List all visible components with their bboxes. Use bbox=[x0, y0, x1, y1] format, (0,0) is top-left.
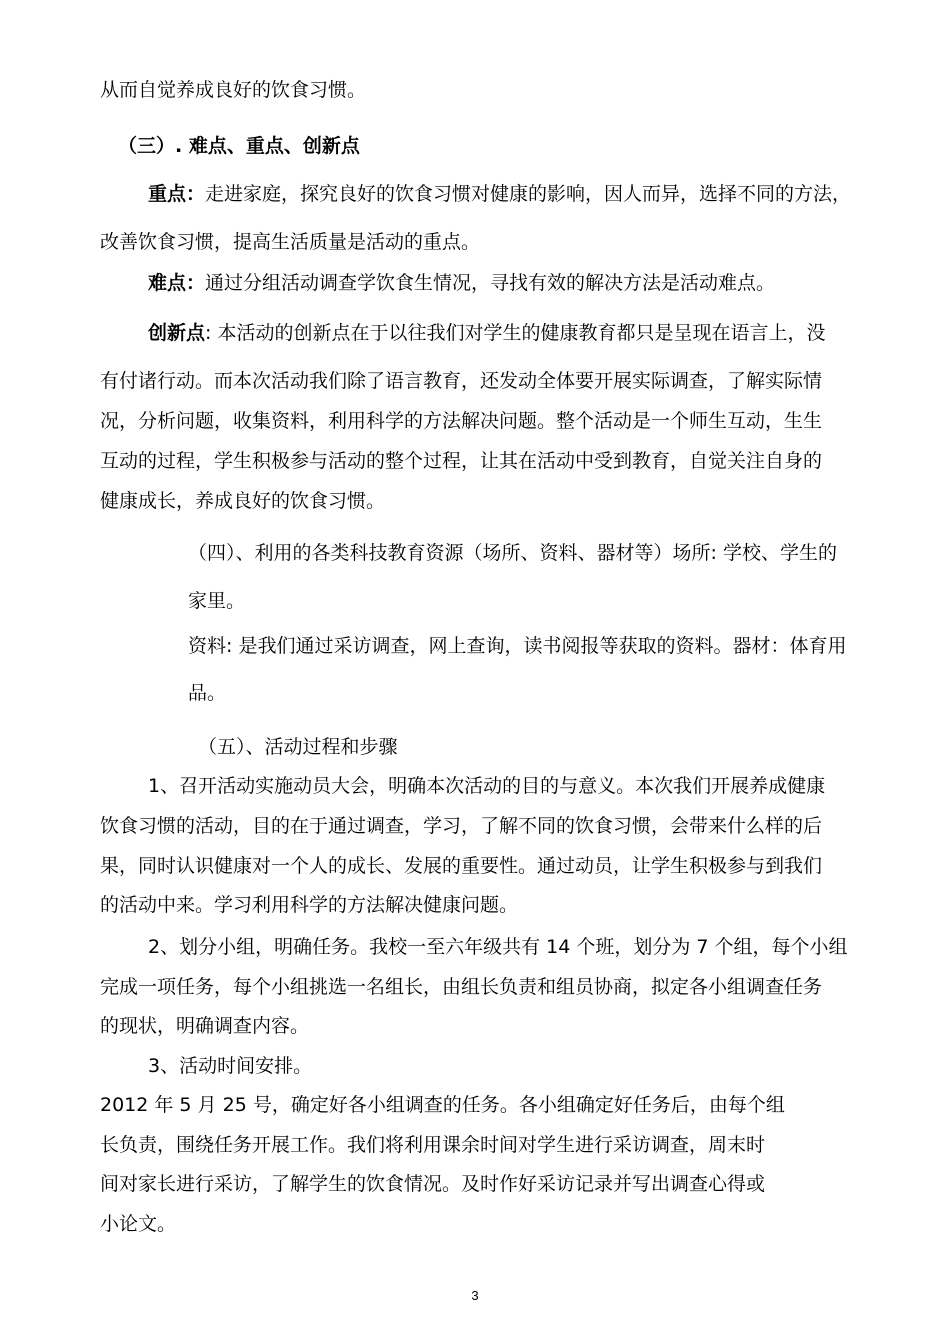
paragraph-line: 长负责，围绕任务开展工作。我们将利用课余时间对学生进行采访调查，周末时 bbox=[100, 1134, 766, 1156]
paragraph-line: 饮食习惯的活动，目的在于通过调查，学习，了解不同的饮食习惯，会带来什么样的后 bbox=[100, 815, 823, 837]
key-point-label: 重点： bbox=[148, 183, 206, 205]
innovation-text: : 本活动的创新点在于以往我们对学生的健康教育都只是呈现在语言上，没 bbox=[205, 322, 826, 344]
paragraph-line: 况，分析问题，收集资料，利用科学的方法解决问题。整个活动是一个师生互动，生生 bbox=[100, 410, 823, 432]
difficulty-text: 通过分组活动调查学饮食生情况，寻找有效的解决方法是活动难点。 bbox=[205, 272, 776, 294]
key-point-text: 走进家庭，探究良好的饮食习惯对健康的影响，因人而异，选择不同的方法， bbox=[205, 183, 852, 205]
paragraph-line: 的现状，明确调查内容。 bbox=[100, 1015, 310, 1037]
paragraph-line: 家里。 bbox=[188, 590, 246, 612]
paragraph-line: 的活动中来。学习利用科学的方法解决健康问题。 bbox=[100, 894, 519, 916]
difficulty-label: 难点： bbox=[148, 272, 206, 294]
paragraph-line: 从而自觉养成良好的饮食习惯。 bbox=[100, 79, 367, 101]
paragraph-line: 3、活动时间安排。 bbox=[148, 1055, 313, 1077]
paragraph-line: 果，同时认识健康对一个人的成长、发展的重要性。通过动员，让学生积极参与到我们 bbox=[100, 855, 823, 877]
paragraph-line: 2、划分小组，明确任务。我校一至六年级共有 14 个班，划分为 7 个组，每个小组 bbox=[148, 936, 848, 958]
innovation-line bbox=[148, 321, 825, 345]
difficulty-line bbox=[148, 271, 775, 295]
section-heading-3: （三）. 难点、重点、创新点 bbox=[118, 135, 360, 157]
paragraph-line: 有付诸行动。而本次活动我们除了语言教育，还发动全体要开展实际调查，了解实际情 bbox=[100, 370, 823, 392]
paragraph-line: 互动的过程，学生积极参与活动的整个过程，让其在活动中受到教育，自觉关注自身的 bbox=[100, 450, 823, 472]
paragraph-line: 改善饮食习惯，提高生活质量是活动的重点。 bbox=[100, 231, 481, 253]
paragraph-line: 完成一项任务，每个小组挑选一名组长，由组长负责和组员协商，拟定各小组调查任务 bbox=[100, 976, 823, 998]
key-point-line bbox=[148, 182, 851, 206]
paragraph-line: 间对家长进行采访，了解学生的饮食情况。及时作好采访记录并写出调查心得或 bbox=[100, 1173, 766, 1195]
section-heading-4: （四）、利用的各类科技教育资源（场所、资料、器材等）场所: 学校、学生的 bbox=[188, 542, 837, 564]
paragraph-line: 品。 bbox=[188, 682, 227, 704]
paragraph-line: 资料: 是我们通过采访调查，网上查询，读书阅报等获取的资料。器材：体育用 bbox=[188, 635, 847, 657]
page-number: 3 bbox=[471, 1288, 479, 1303]
paragraph-line: 2012 年 5 月 25 号，确定好各小组调查的任务。各小组确定好任务后，由每个组 bbox=[100, 1094, 785, 1116]
paragraph-line: 健康成长，养成良好的饮食习惯。 bbox=[100, 490, 386, 512]
paragraph-line: 小论文。 bbox=[100, 1213, 177, 1235]
section-heading-5: （五）、活动过程和步骤 bbox=[198, 736, 398, 758]
innovation-label: 创新点 bbox=[148, 322, 206, 344]
paragraph-line: 1、召开活动实施动员大会，明确本次活动的目的与意义。本次我们开展养成健康 bbox=[148, 775, 826, 797]
